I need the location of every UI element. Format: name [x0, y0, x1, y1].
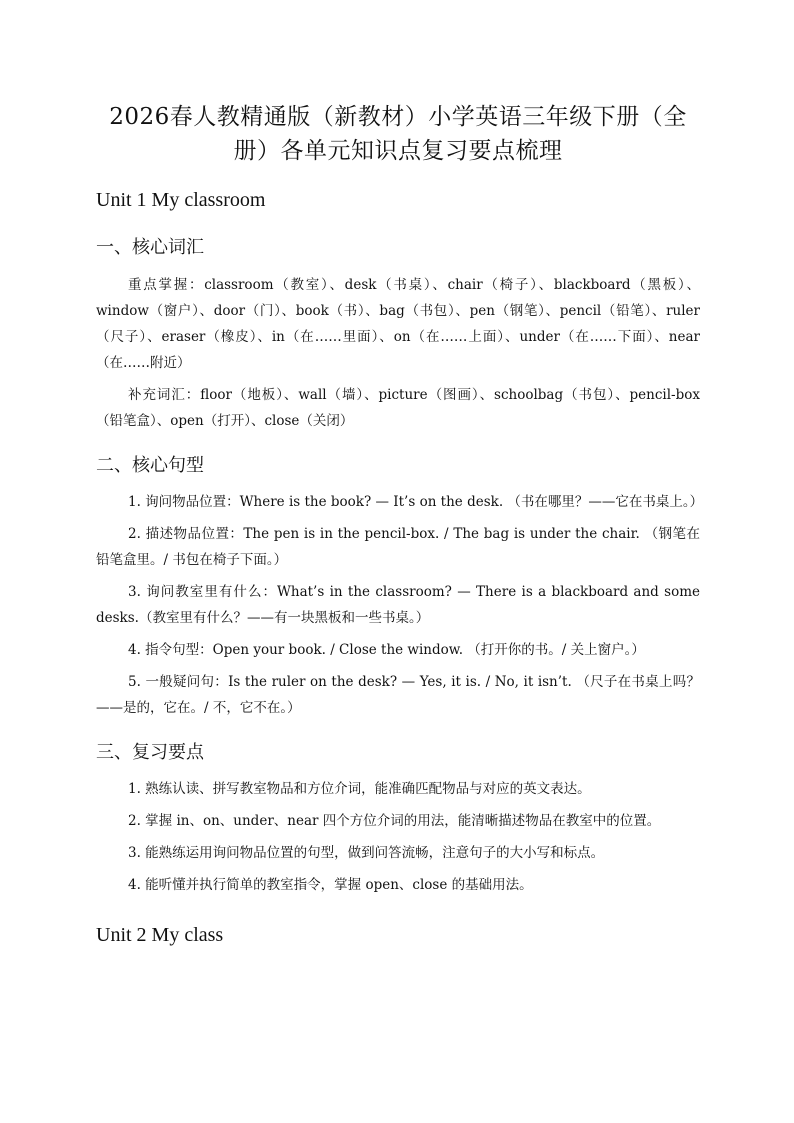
sentence-item: 5. 一般疑问句：Is the ruler on the desk? — Yes, it is. / No, it isn’t. （尺子在书桌上吗？——是的，它在。/ 不，它不在。） [96, 674, 700, 716]
document-title-line-2: 册）各单元知识点复习要点梳理 [233, 138, 563, 164]
sentence-item: 3. 询问教室里有什么：What’s in the classroom? — There is a blackboard and some desks.（教室里有什么？——有一块黑板和一些书桌。） [96, 584, 700, 626]
review-section-heading: 三、复习要点 [96, 742, 204, 763]
sentence-item: 1. 询问物品位置：Where is the book? — It’s on the desk. （书在哪里？——它在书桌上。） [128, 494, 704, 510]
extra-vocab-paragraph: 补充词汇：floor（地板）、wall（墙）、picture（图画）、schoolbag（书包）、pencil-box（铅笔盒）、open（打开）、close（关闭） [96, 387, 700, 429]
sentence-section-heading: 二、核心句型 [96, 455, 204, 476]
review-item: 3. 能熟练运用询问物品位置的句型，做到问答流畅，注意句子的大小写和标点。 [128, 845, 605, 861]
vocab-section-heading: 一、核心词汇 [96, 237, 204, 258]
review-item: 1. 熟练认读、拼写教室物品和方位介词，能准确匹配物品与对应的英文表达。 [128, 781, 591, 797]
document-title [96, 100, 700, 168]
document-page [96, 100, 704, 948]
document-title-line-1: 2026春人教精通版（新教材）小学英语三年级下册（全 [109, 104, 687, 130]
review-item: 4. 能听懂并执行简单的教室指令，掌握 open、close 的基础用法。 [128, 877, 533, 893]
key-vocab-paragraph: 重点掌握：classroom（教室）、desk（书桌）、chair（椅子）、blackboard（黑板）、window（窗户）、door（门）、book（书）、bag（书包）、pen（钢笔）、pencil（铅笔）、ruler（尺子）、eraser（橡皮）、in（在……里面）、on（在……上面）、under（在……下面）、near（在……附近） [96, 277, 700, 371]
unit-1-heading: Unit 1 My classroom [96, 189, 266, 211]
unit-2-heading: Unit 2 My class [96, 924, 224, 946]
sentence-item: 4. 指令句型：Open your book. / Close the window. （打开你的书。/ 关上窗户。） [128, 642, 645, 658]
sentence-item: 2. 描述物品位置：The pen is in the pencil-box. / The bag is under the chair. （钢笔在铅笔盒里。/ 书包在椅子下面。） [96, 526, 700, 568]
review-item: 2. 掌握 in、on、under、near 四个方位介词的用法，能清晰描述物品在教室中的位置。 [128, 813, 661, 829]
